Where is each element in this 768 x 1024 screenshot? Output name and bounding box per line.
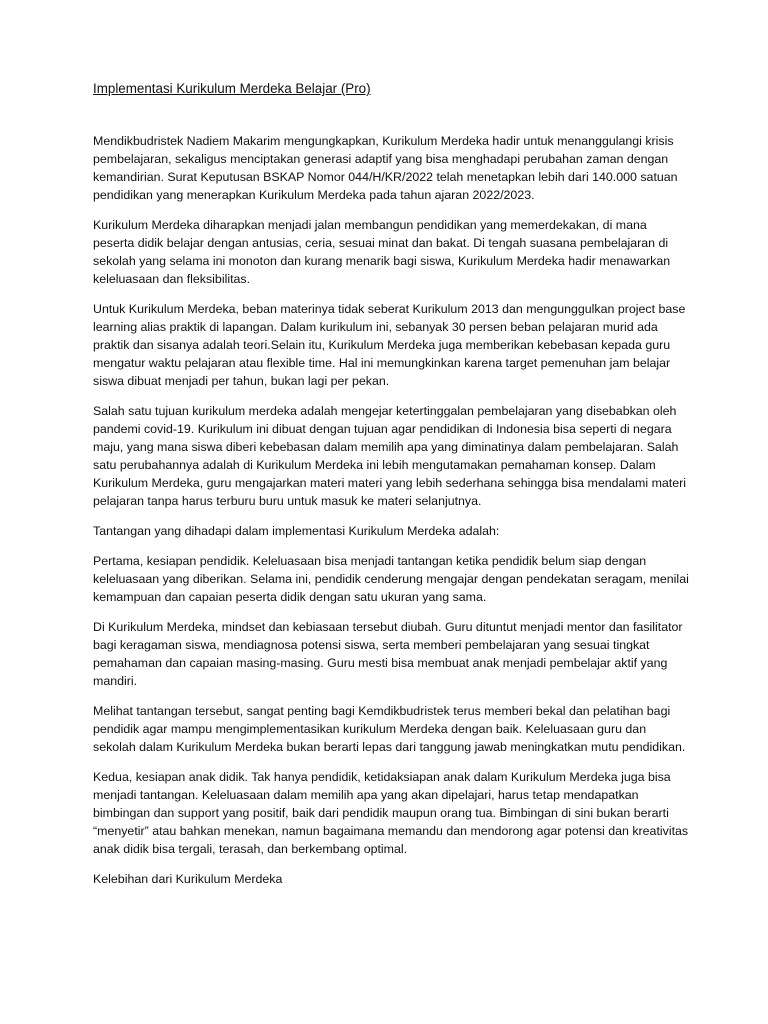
paragraph-4: Salah satu tujuan kurikulum merdeka adalah mengejar ketertinggalan pembelajaran yang disebabkan oleh pandemi covid-19. Kurikulum ini dibuat dengan tujuan agar pendidikan di Indonesia bisa seperti di negara maju, yang mana siswa diberi kebebasan dalam memilih apa yang diminatinya dalam pembelajaran. Salah satu perubahannya adalah di Kurikulum Merdeka ini lebih mengutamakan pemahaman konsep. Dalam Kurikulum Merdeka, guru mengajarkan materi materi yang lebih sederhana sehingga bisa mendalami materi pelajaran tanpa harus terburu buru untuk masuk ke materi selanjutnya. (93, 404, 686, 508)
paragraph-1: Mendikbudristek Nadiem Makarim mengungkapkan, Kurikulum Merdeka hadir untuk menanggulangi krisis pembelajaran, sekaligus menciptakan generasi adaptif yang bisa menghadapi perubahan zaman dengan kemandirian. Surat Keputusan BSKAP Nomor 044/H/KR/2022 telah menetapkan lebih dari 140.000 satuan pendidikan yang menerapkan Kurikulum Merdeka pada tahun ajaran 2022/2023. (93, 134, 678, 202)
paragraph-9: Kedua, kesiapan anak didik. Tak hanya pendidik, ketidaksiapan anak dalam Kurikulum Merdeka juga bisa menjadi tantangan. Keleluasaan dalam memilih apa yang akan dipelajari, harus tetap mendapatkan bimbingan dan support yang positif, baik dari pendidik maupun orang tua. Bimbingan di sini bukan berarti “menyetir” atau bahkan menekan, namun bagaimana memandu dan mendorong agar potensi dan kreativitas anak didik bisa tergali, terasah, dan berkembang optimal. (93, 770, 689, 856)
document-page (93, 80, 691, 888)
paragraph-7: Di Kurikulum Merdeka, mindset dan kebiasaan tersebut diubah. Guru dituntut menjadi mentor dan fasilitator bagi keragaman siswa, mendiagnosa potensi siswa, serta memberi pembelajaran yang sesuai tingkat pemahaman dan capaian masing-masing. Guru mesti bisa membuat anak menjadi pembelajar aktif yang mandiri. (93, 620, 683, 688)
paragraph-3: Untuk Kurikulum Merdeka, beban materinya tidak seberat Kurikulum 2013 dan mengunggulkan project base learning alias praktik di lapangan. Dalam kurikulum ini, sebanyak 30 persen beban pelajaran murid ada praktik dan sisanya adalah teori.Selain itu, Kurikulum Merdeka juga memberikan kebebasan kepada guru mengatur waktu pelajaran atau flexible time. Hal ini memungkinkan karena target pemenuhan jam belajar siswa dibuat menjadi per tahun, bukan lagi per pekan. (93, 302, 686, 388)
paragraph-2: Kurikulum Merdeka diharapkan menjadi jalan membangun pendidikan yang memerdekakan, di mana peserta didik belajar dengan antusias, ceria, sesuai minat dan bakat. Di tengah suasana pembelajaran di sekolah yang selama ini monoton dan kurang menarik bagi siswa, Kurikulum Merdeka hadir menawarkan keleluasaan dan fleksibilitas. (93, 218, 671, 286)
paragraph-6: Pertama, kesiapan pendidik. Keleluasaan bisa menjadi tantangan ketika pendidik belum siap dengan keleluasaan yang diberikan. Selama ini, pendidik cenderung mengajar dengan pendekatan seragam, menilai kemampuan dan capaian peserta didik dengan satu ukuran yang sama. (93, 554, 689, 604)
section-heading: Kelebihan dari Kurikulum Merdeka (93, 872, 283, 886)
paragraph-5: Tantangan yang dihadapi dalam implementasi Kurikulum Merdeka adalah: (93, 524, 500, 538)
paragraph-8: Melihat tantangan tersebut, sangat penting bagi Kemdikbudristek terus memberi bekal dan pelatihan bagi pendidik agar mampu mengimplementasikan kurikulum Merdeka dengan baik. Keleluasaan guru dan sekolah dalam Kurikulum Merdeka bukan berarti lepas dari tanggung jawab meningkatkan mutu pendidikan. (93, 704, 686, 754)
document-title: Implementasi Kurikulum Merdeka Belajar (Pro) (93, 81, 371, 96)
